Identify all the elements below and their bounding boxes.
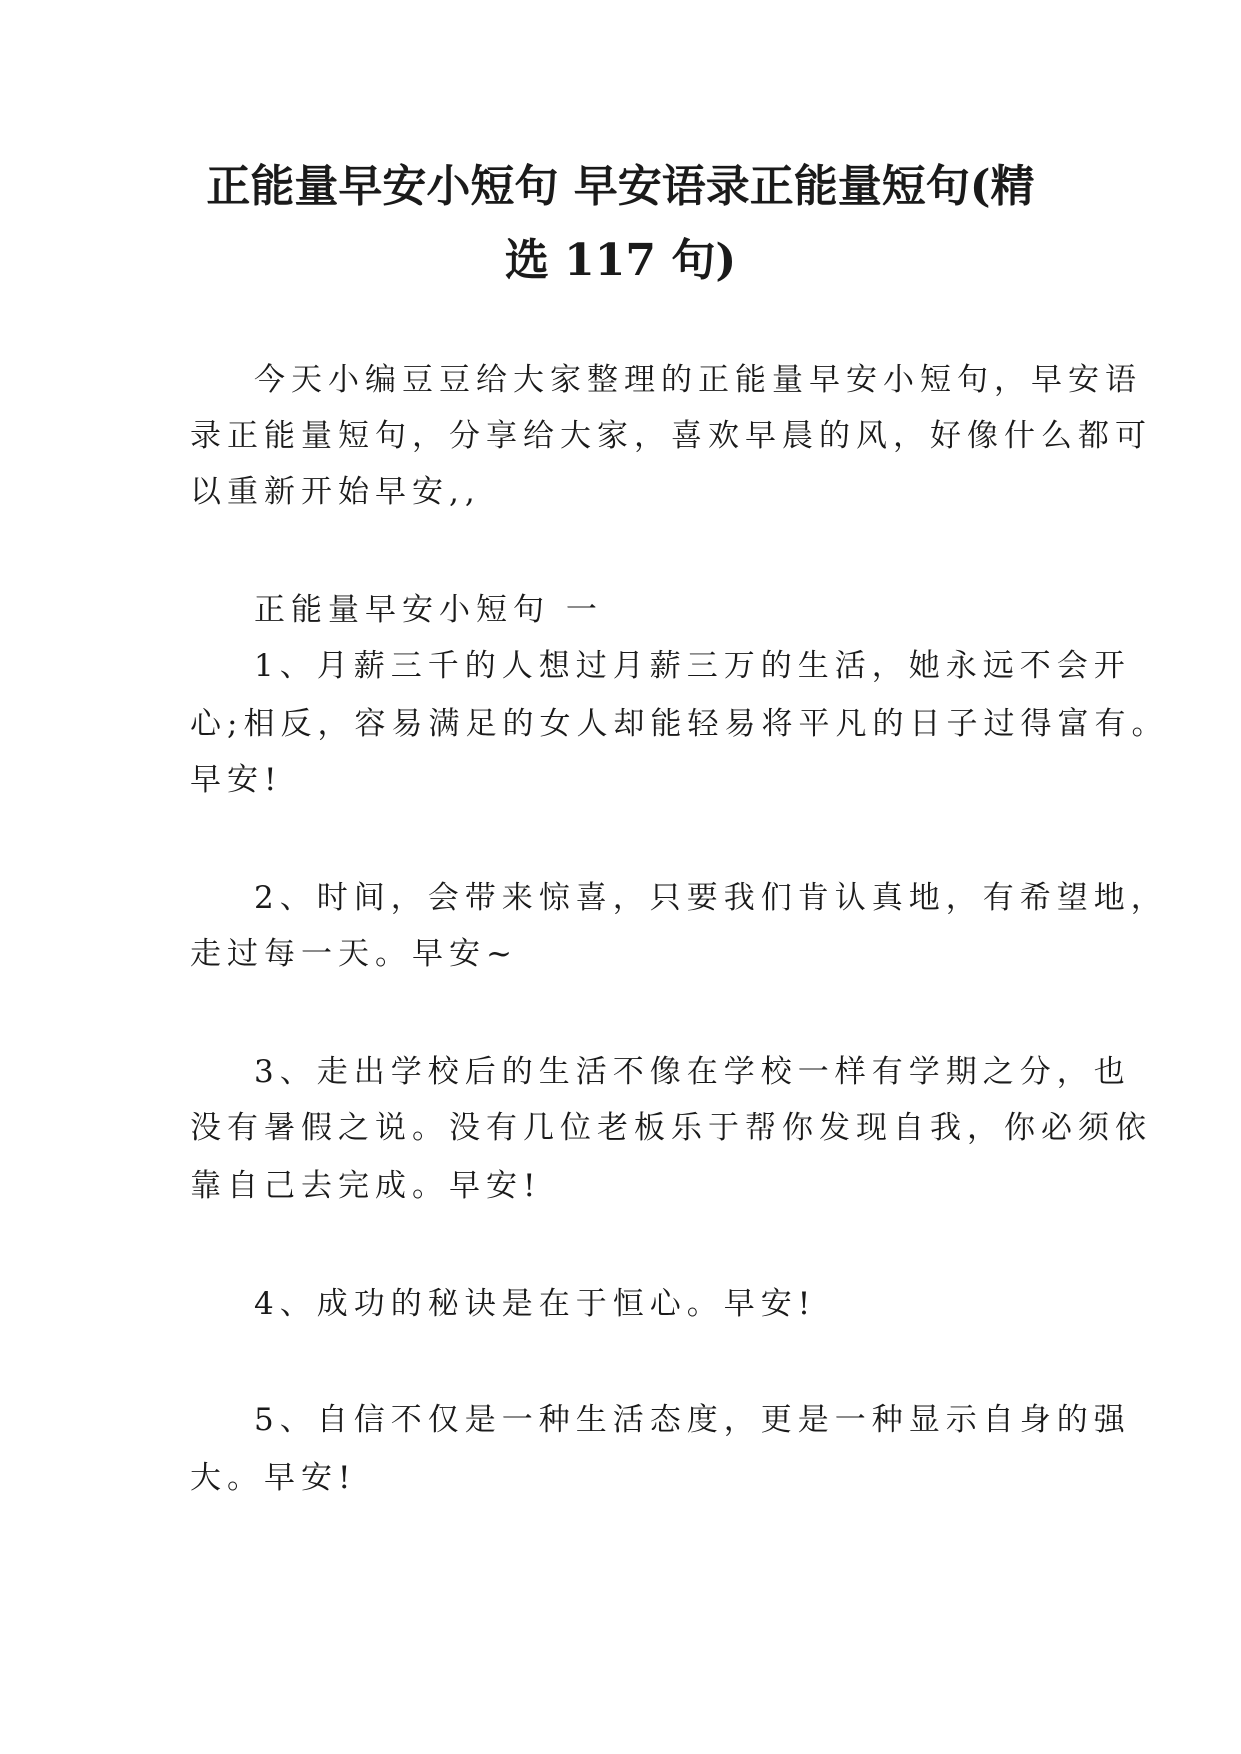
title-line-1: 正能量早安小短句 早安语录正能量短句(精 xyxy=(206,161,1035,212)
item-3-line-3: 靠自己去完成。早安! xyxy=(190,1168,542,1204)
intro-line-2: 录正能量短句，分享给大家，喜欢早晨的风，好像什么都可 xyxy=(190,418,1152,454)
title-line-2: 选 117 句) xyxy=(504,235,737,286)
item-1-line-3: 早安! xyxy=(190,762,283,798)
item-3-line-1: 3、走出学校后的生活不像在学校一样有学期之分，也 xyxy=(254,1054,1131,1090)
item-1-line-2: 心;相反，容易满足的女人却能轻易将平凡的日子过得富有。 xyxy=(190,706,1169,742)
item-3-line-2: 没有暑假之说。没有几位老板乐于帮你发现自我，你必须依 xyxy=(190,1110,1152,1146)
item-5-line-2: 大。早安! xyxy=(190,1460,357,1496)
item-5-line-1: 5、自信不仅是一种生活态度，更是一种显示自身的强 xyxy=(254,1402,1131,1438)
intro-line-3: 以重新开始早安,, xyxy=(190,474,481,510)
item-2-line-1: 2、时间，会带来惊喜，只要我们肯认真地，有希望地， xyxy=(254,880,1168,916)
intro-line-1: 今天小编豆豆给大家整理的正能量早安小短句，早安语 xyxy=(254,362,1142,398)
document-title xyxy=(150,150,1091,298)
item-2-line-2: 走过每一天。早安~ xyxy=(190,936,518,972)
item-1-line-1: 1、月薪三千的人想过月薪三万的生活，她永远不会开 xyxy=(254,648,1131,684)
item-4-line-1: 4、成功的秘诀是在于恒心。早安! xyxy=(254,1286,817,1322)
section-heading: 正能量早安小短句 一 xyxy=(254,592,603,628)
